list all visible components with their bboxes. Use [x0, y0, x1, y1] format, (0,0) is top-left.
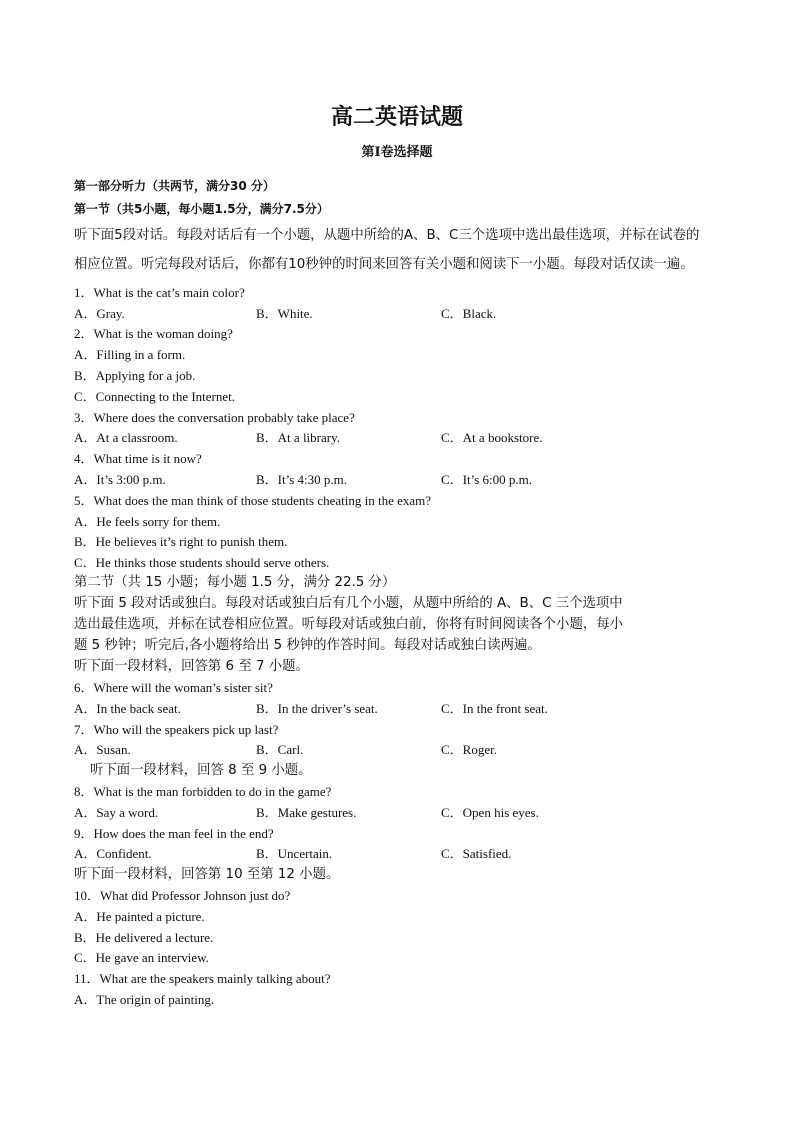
- question-3-option-b: B．At a library.: [256, 430, 340, 445]
- group-3-intro: 听下面一段材料，回答第 10 至第 12 小题。: [74, 867, 340, 882]
- question-3-option-c: C．At a bookstore.: [441, 430, 543, 445]
- question-1-stem: 1．What is the cat’s main color?: [74, 285, 245, 300]
- section1-heading: 第一节（共5小题，每小题1.5分，满分7.5分）: [74, 202, 329, 216]
- question-1-option-c: C．Black.: [441, 306, 497, 321]
- question-2-stem: 2．What is the woman doing?: [74, 326, 233, 341]
- section1-instructions-line-2: 相应位置。听完每段对话后，你都有10秒钟的时间来回答有关小题和阅读下一小题。每段对话仅读一遍。: [74, 257, 694, 272]
- question-8-option-c: C．Open his eyes.: [441, 805, 539, 820]
- question-11-option-a: A．The origin of painting.: [74, 992, 215, 1007]
- group-2-intro: 听下面一段材料，回答 8 至 9 小题。: [90, 763, 312, 778]
- section1-instructions-line-1: 听下面5段对话。每段对话后有一个小题，从题中所给的A、B、C三个选项中选出最佳选项，并标在试卷的: [74, 228, 700, 243]
- question-6-option-c: C．In the front seat.: [441, 701, 548, 716]
- question-4-option-b: B．It’s 4:30 p.m.: [256, 472, 348, 487]
- question-2-option-a: A．Filling in a form.: [74, 347, 186, 362]
- exam-title: 高二英语试题: [330, 104, 463, 130]
- question-8-option-a: A．Say a word.: [74, 805, 159, 820]
- question-7-stem: 7．Who will the speakers pick up last?: [74, 722, 279, 737]
- question-2-option-c: C．Connecting to the Internet.: [74, 389, 236, 404]
- question-4-option-c: C．It’s 6:00 p.m.: [441, 472, 533, 487]
- question-10-stem: 10．What did Professor Johnson just do?: [74, 888, 291, 903]
- question-6-option-b: B．In the driver’s seat.: [256, 701, 378, 716]
- section2-instructions-line-3: 题 5 秒钟；听完后,各小题将给出 5 秒钟的作答时间。每段对话或独白读两遍。: [74, 638, 541, 653]
- question-3-option-a: A．At a classroom.: [74, 430, 178, 445]
- question-9-option-a: A．Confident.: [74, 846, 152, 861]
- part1-heading: 第一部分听力（共两节，满分30 分）: [74, 179, 275, 193]
- group-1-intro: 听下面一段材料，回答第 6 至 7 小题。: [74, 659, 309, 674]
- question-2-option-b: B．Applying for a job.: [74, 368, 196, 383]
- question-10-option-a: A．He painted a picture.: [74, 909, 205, 924]
- question-7-option-c: C．Roger.: [441, 742, 497, 757]
- question-3-stem: 3．Where does the conversation probably take place?: [74, 410, 355, 425]
- question-8-option-b: B．Make gestures.: [256, 805, 357, 820]
- question-10-option-c: C．He gave an interview.: [74, 950, 209, 965]
- section2-instructions-line-1: 听下面 5 段对话或独白。每段对话或独白后有几个小题，从题中所给的 A、B、C 三个选项中: [74, 596, 623, 611]
- question-8-stem: 8．What is the man forbidden to do in the game?: [74, 784, 332, 799]
- question-10-option-b: B．He delivered a lecture.: [74, 930, 214, 945]
- question-9-stem: 9．How does the man feel in the end?: [74, 826, 274, 841]
- question-7-option-b: B．Carl.: [256, 742, 304, 757]
- question-1-option-b: B．White.: [256, 306, 313, 321]
- section2-instructions-line-2: 选出最佳选项，并标在试卷相应位置。听每段对话或独白前，你将有时间阅读各个小题，每小: [74, 617, 624, 632]
- section2-heading: 第二节（共 15 小题；每小题 1.5 分，满分 22.5 分）: [74, 575, 396, 590]
- question-6-option-a: A．In the back seat.: [74, 701, 181, 716]
- question-5-option-b: B．He believes it’s right to punish them.: [74, 534, 288, 549]
- question-9-option-c: C．Satisfied.: [441, 846, 512, 861]
- question-5-option-a: A．He feels sorry for them.: [74, 514, 221, 529]
- question-4-option-a: A．It’s 3:00 p.m.: [74, 472, 166, 487]
- question-1-option-a: A．Gray.: [74, 306, 125, 321]
- question-6-stem: 6．Where will the woman’s sister sit?: [74, 680, 273, 695]
- question-5-stem: 5．What does the man think of those students cheating in the exam?: [74, 493, 432, 508]
- question-11-stem: 11．What are the speakers mainly talking about?: [74, 971, 331, 986]
- paper-subtitle: 第Ⅰ卷选择题: [361, 145, 433, 160]
- question-5-option-c: C．He thinks those students should serve others.: [74, 555, 330, 570]
- question-9-option-b: B．Uncertain.: [256, 846, 333, 861]
- question-4-stem: 4．What time is it now?: [74, 451, 202, 466]
- question-7-option-a: A．Susan.: [74, 742, 131, 757]
